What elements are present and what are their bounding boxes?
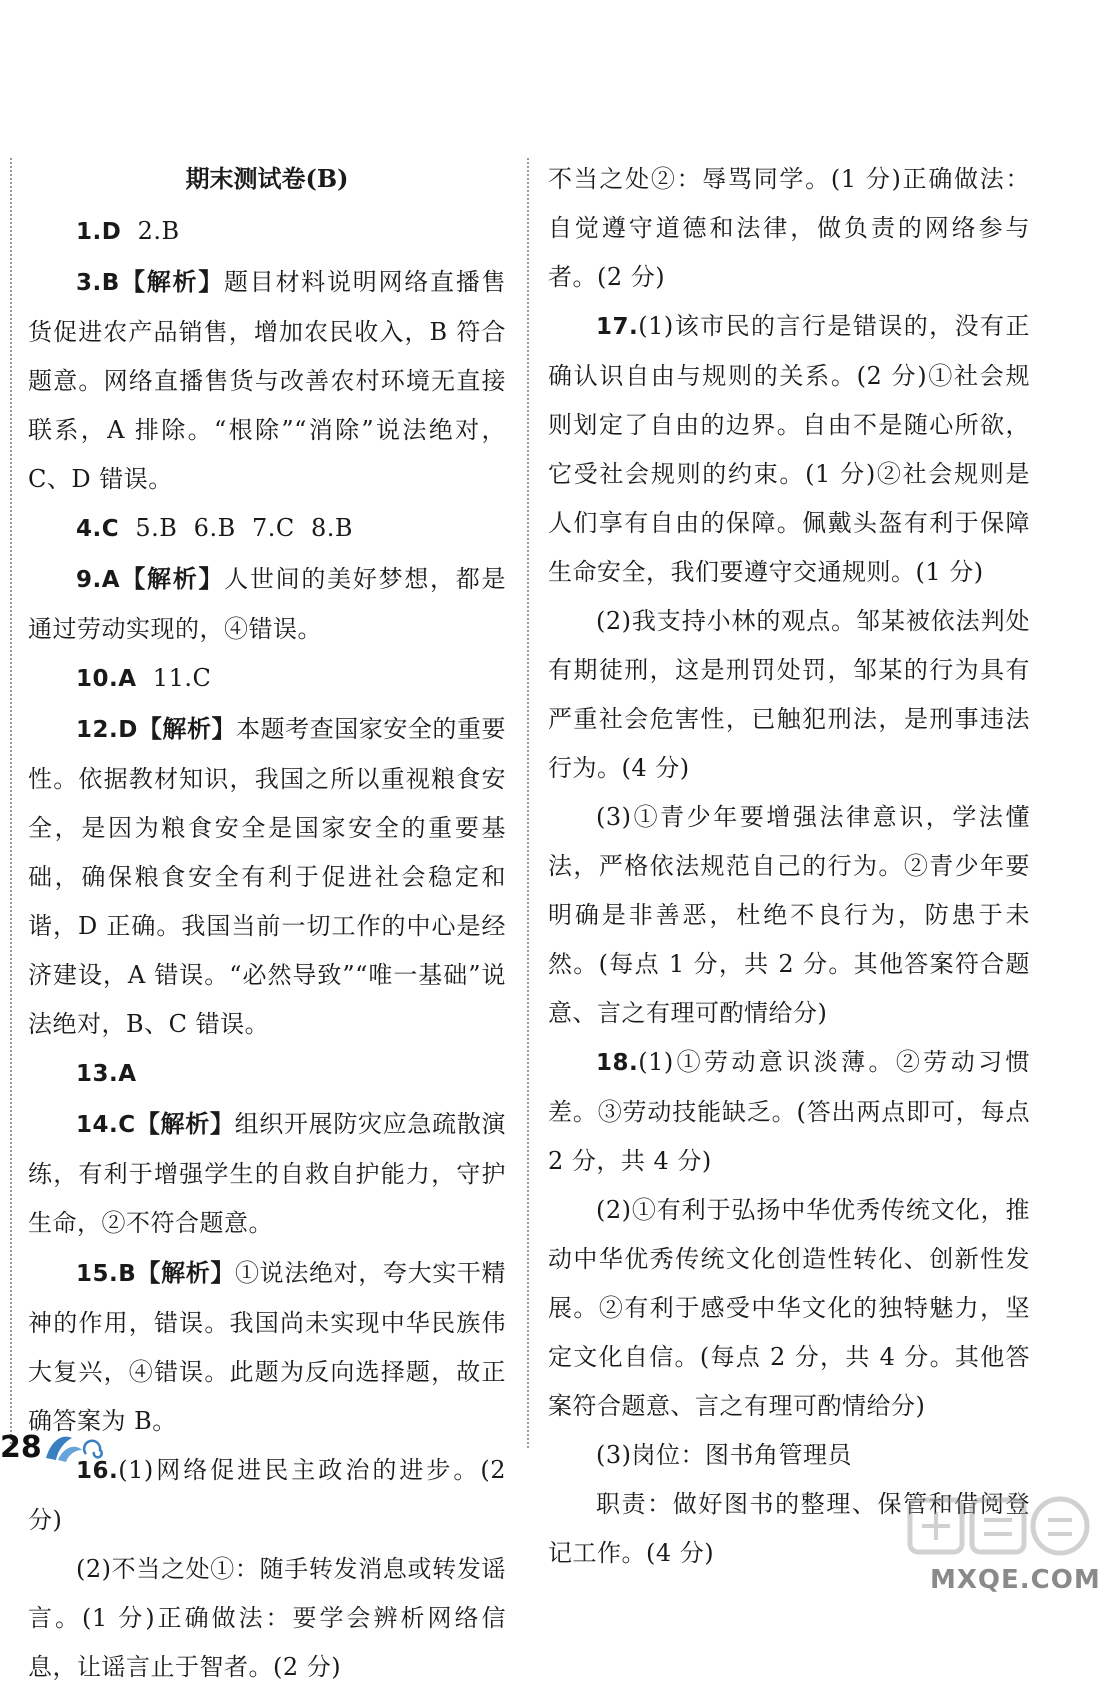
answer-item (28, 504, 506, 554)
question-number: 14.C (76, 1112, 136, 1138)
analysis-tag: 【解析】 (135, 1109, 235, 1138)
answer-text: (1)该市民的言行是错误的，没有正确认识自由与规则的关系。(2 分)①社会规则划定了自由的边界。自由不是随心所欲，它受社会规则的约束。(1 分)②社会规则是人们享有自由的保障。佩戴头盔有利于保障生命安全，我们要遵守交通规则。(1 分) (548, 312, 1030, 586)
answer-text: 职责：做好图书的整理、保管和借阅登记工作。(4 分) (548, 1490, 1030, 1567)
analysis-tag: 【解析】 (119, 267, 225, 296)
answer-item (548, 1431, 1030, 1480)
leaf-swirl-icon (42, 1428, 112, 1464)
answer-text: 题目材料说明网络直播售货促进农产品销售，增加农民收入，B 符合题意。网络直播售货与改善农村环境无直接联系，A 排除。“根除”“消除”说法绝对，C、D 错误。 (28, 268, 507, 493)
left-dotted-border (10, 158, 12, 1448)
column-divider (527, 158, 529, 1448)
right-column (548, 155, 1039, 1578)
answer-text: 不当之处②：辱骂同学。(1 分)正确做法：自觉遵守道德和法律，做负责的网络参与者。(2 分) (548, 165, 1030, 291)
answer-text: (2)不当之处①：随手转发消息或转发谣言。(1 分)正确做法：要学会辨析网络信息，让谣言止于智者。(2 分) (28, 1555, 506, 1681)
answer-text: (3)①青少年要增强法律意识，学法懂法，严格依法规范自己的行为。②青少年要明确是非善恶，杜绝不良行为，防患于未然。(每点 1 分，共 2 分。其他答案符合题意、言之有理可酌情给分) (548, 803, 1030, 1027)
question-number: 18. (596, 1050, 639, 1076)
question-number: 15.B (76, 1261, 137, 1287)
answer-text: 2.B (121, 217, 180, 245)
answer-item (548, 302, 1030, 597)
answer-item (28, 1099, 506, 1248)
answer-item (28, 207, 506, 257)
answer-item (548, 793, 1030, 1038)
answer-text: 本题考查国家安全的重要性。依据教材知识，我国之所以重视粮食安全，是因为粮食安全是国家安全的重要基础，确保粮食安全有利于促进社会稳定和谐，D 正确。我国当前一切工作的中心是经济建设，A 错误。“必然导致”“唯一基础”说法绝对，B、C 错误。 (28, 715, 506, 1038)
right-answer-list (548, 155, 1039, 1578)
answer-text: ①说法绝对，夸大实干精神的作用，错误。我国尚未实现中华民族伟大复兴，④错误。此题为反向选择题，故正确答案为 B。 (28, 1259, 507, 1435)
answer-text: (1)网络促进民主政治的进步。(2 分) (28, 1456, 515, 1534)
analysis-tag: 【解析】 (136, 1258, 236, 1287)
answer-item (28, 1248, 506, 1446)
answer-text: 组织开展防灾应急疏散演练，有利于增强学生的自救自护能力，守护生命，②不符合题意。 (28, 1110, 507, 1237)
answer-text: (2)我支持小林的观点。邹某被依法判处有期徒刑，这是刑罚处罚，邹某的行为具有严重社会危害性，已触犯刑法，是刑事违法行为。(4 分) (548, 607, 1030, 782)
question-number: 16. (76, 1458, 119, 1484)
watermark-text: MXQE.COM (930, 1565, 1101, 1595)
left-answer-list (28, 207, 515, 1692)
page-number: 28 (0, 1430, 42, 1465)
analysis-tag: 【解析】 (137, 714, 237, 743)
question-number: 1.D (76, 219, 122, 245)
question-number: 12.D (76, 717, 138, 743)
analysis-tag: 【解析】 (120, 564, 225, 593)
answer-item (28, 654, 506, 704)
question-number: 3.B (76, 270, 120, 296)
answer-text: 人世间的美好梦想，都是通过劳动实现的，④错误。 (28, 565, 507, 643)
answer-item (548, 1038, 1039, 1186)
answer-text: 11.C (136, 664, 212, 692)
answer-item (548, 1186, 1030, 1431)
answer-item (28, 704, 506, 1049)
answer-item (28, 1049, 506, 1099)
answer-text: (1)①劳动意识淡薄。②劳动习惯差。③劳动技能缺乏。(答出两点即可，每点 2 分，共 4 分) (548, 1048, 1039, 1175)
answer-item (28, 554, 506, 654)
question-number: 17. (596, 314, 639, 340)
page-title: 期末测试卷(B) (185, 164, 349, 193)
answer-text: 5.B 6.B 7.C 8.B (119, 514, 354, 542)
answer-item (548, 155, 1030, 302)
question-number: 9.A (76, 567, 121, 593)
answer-text: (2)①有利于弘扬中华优秀传统文化，推动中华优秀传统文化创造性转化、创新性发展。②有利于感受中华文化的独特魅力，坚定文化自信。(每点 2 分，共 4 分。其他答案符合题意、言之有理可酌情给分) (548, 1196, 1030, 1420)
answer-text: (3)岗位：图书角管理员 (596, 1441, 852, 1469)
answer-item (28, 257, 506, 504)
answer-item (548, 597, 1030, 793)
answer-item (28, 1545, 506, 1692)
question-number: 4.C (76, 516, 120, 542)
question-number: 13.A (76, 1061, 137, 1087)
question-number: 10.A (76, 666, 137, 692)
